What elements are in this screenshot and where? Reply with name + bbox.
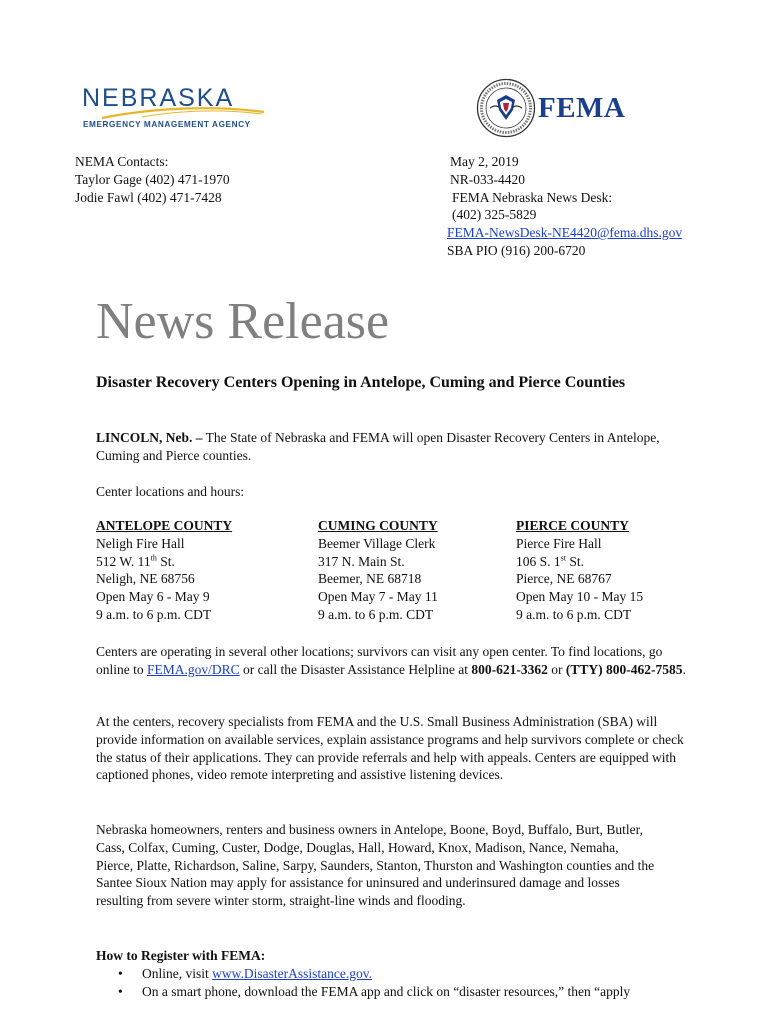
contact-taylor-gage: Taylor Gage (402) 471-1970 bbox=[75, 171, 230, 187]
county-open-dates: Open May 10 - May 15 bbox=[516, 589, 644, 605]
contact-jodie-fawl: Jodie Fawl (402) 471-7428 bbox=[75, 189, 222, 205]
center-intro: Center locations and hours: bbox=[96, 484, 245, 499]
eligibility-paragraph: Nebraska homeowners, renters and business owners in Antelope, Boone, Boyd, Buffalo, Burt, Butler, Cass, Colfax, Cuming, Custer, Dodge, Douglas, Hall, Howard, Knox, Madison, Nance, Nemaha, Pierce, Platte, Richardson, Saline, Sarpy, Saunders, Stanton, Thurston and Washington counties and the Santee Sioux Nation may apply for assistance for uninsured and underinsured damage and losses resulting from severe winter storm, straight-line winds and flooding. bbox=[96, 822, 655, 909]
release-date: May 2, 2019 bbox=[450, 154, 519, 169]
page-title: News Release bbox=[96, 293, 390, 350]
county-address bbox=[96, 553, 232, 571]
lincoln-paragraph bbox=[96, 429, 696, 465]
operating-text: or bbox=[547, 661, 566, 677]
county-address bbox=[318, 553, 438, 571]
nema-logo bbox=[82, 84, 267, 134]
county-address bbox=[516, 553, 643, 571]
bullet-icon: • bbox=[118, 983, 123, 999]
county-open-dates: Open May 6 - May 9 bbox=[96, 589, 210, 605]
address-text: 106 S. 1 bbox=[516, 553, 561, 569]
headline: Disaster Recovery Centers Opening in Antelope, Cuming and Pierce Counties bbox=[96, 374, 626, 391]
disasterassistance-link[interactable]: www.DisasterAssistance.gov. bbox=[212, 965, 372, 981]
lincoln-text: The State of Nebraska and FEMA will open Disaster Recovery Centers in Antelope, Cuming and Pierce counties. bbox=[96, 430, 660, 463]
county-city: Beemer, NE 68718 bbox=[318, 571, 422, 587]
fema-wordmark: FEMA bbox=[538, 92, 626, 124]
address-text: 317 N. Main St. bbox=[318, 553, 405, 569]
operating-text: Centers are operating in several other locations; survivors can visit any open center. To find locations, go online to bbox=[96, 644, 663, 677]
address-suffix: St. bbox=[156, 553, 175, 569]
county-column-cuming bbox=[318, 517, 438, 624]
news-desk-phone: (402) 325-5829 bbox=[452, 207, 537, 223]
helpline-phone: 800-621-3362 bbox=[471, 661, 548, 677]
address-ordinal: st bbox=[560, 553, 566, 563]
operating-paragraph bbox=[96, 643, 696, 679]
register-heading: How to Register with FEMA: bbox=[96, 948, 266, 963]
county-place: Pierce Fire Hall bbox=[516, 535, 602, 551]
bullet-text: On a smart phone, download the FEMA app and click on “disaster resources,” then “apply bbox=[142, 983, 631, 999]
fema-drc-link[interactable]: FEMA.gov/DRC bbox=[147, 661, 240, 677]
dhs-seal-icon bbox=[476, 78, 536, 138]
contacts-label: NEMA Contacts: bbox=[75, 154, 169, 169]
county-place: Neligh Fire Hall bbox=[96, 535, 185, 551]
register-list bbox=[96, 965, 696, 1001]
county-open-dates: Open May 7 - May 11 bbox=[318, 589, 438, 605]
address-suffix: St. bbox=[565, 553, 584, 569]
county-hours: 9 a.m. to 6 p.m. CDT bbox=[516, 606, 632, 622]
news-desk-email-link[interactable]: FEMA-NewsDesk-NE4420@fema.dhs.gov bbox=[447, 225, 683, 241]
fema-logo bbox=[476, 78, 646, 142]
tty-phone: (TTY) 800-462-7585 bbox=[565, 661, 683, 677]
news-desk-label: FEMA Nebraska News Desk: bbox=[452, 189, 613, 205]
county-heading: CUMING COUNTY bbox=[318, 518, 438, 533]
nema-subtitle: EMERGENCY MANAGEMENT AGENCY bbox=[83, 120, 251, 129]
register-section bbox=[96, 947, 696, 1000]
operating-text: or call the Disaster Assistance Helpline at bbox=[239, 661, 472, 677]
county-column-antelope bbox=[96, 517, 232, 624]
county-place: Beemer Village Clerk bbox=[318, 535, 436, 551]
address-text: 512 W. 11 bbox=[96, 553, 151, 569]
sba-pio: SBA PIO (916) 200-6720 bbox=[447, 242, 586, 258]
dateline: LINCOLN, Neb. – bbox=[96, 430, 203, 445]
county-column-pierce bbox=[516, 517, 643, 624]
release-info bbox=[447, 153, 682, 260]
operating-text: . bbox=[682, 661, 686, 677]
nema-wordmark: NEBRASKA bbox=[82, 84, 235, 112]
nema-swoosh-icon bbox=[82, 106, 267, 120]
county-heading: ANTELOPE COUNTY bbox=[96, 518, 233, 533]
county-heading: PIERCE COUNTY bbox=[516, 518, 629, 533]
address-ordinal: th bbox=[150, 553, 157, 563]
bullet-text: Online, visit bbox=[142, 965, 213, 981]
release-number: NR-033-4420 bbox=[450, 171, 525, 187]
list-item bbox=[96, 965, 696, 983]
county-hours: 9 a.m. to 6 p.m. CDT bbox=[96, 606, 212, 622]
county-hours: 9 a.m. to 6 p.m. CDT bbox=[318, 606, 434, 622]
county-city: Pierce, NE 68767 bbox=[516, 571, 612, 587]
nema-contacts bbox=[75, 153, 230, 206]
list-item bbox=[96, 983, 696, 1001]
centers-paragraph: At the centers, recovery specialists from FEMA and the U.S. Small Business Administration (SBA) will provide information on available services, explain assistance programs and help survivors complete or check the status of their applications. They can provide referrals and help with appeals. Centers are equipped with captioned phones, video remote interpreting and assistive listening devices. bbox=[96, 714, 684, 783]
bullet-icon: • bbox=[118, 965, 123, 981]
county-city: Neligh, NE 68756 bbox=[96, 571, 195, 587]
